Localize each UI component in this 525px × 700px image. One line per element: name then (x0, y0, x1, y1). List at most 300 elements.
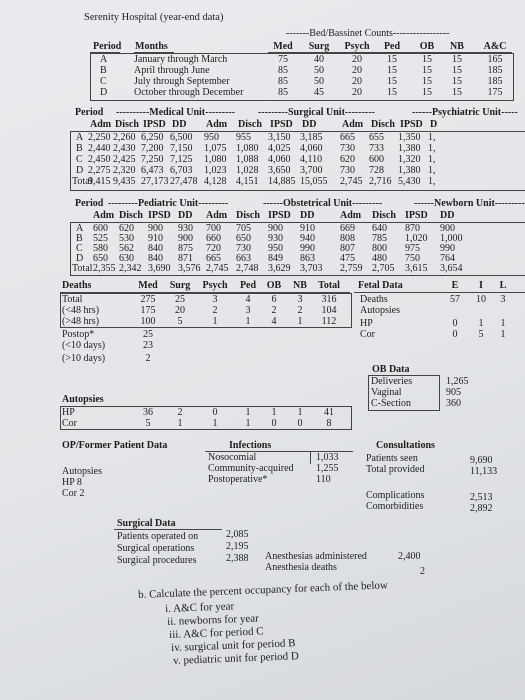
autopsy-value: 0 (271, 418, 277, 429)
unit2-value: 930 (268, 233, 283, 244)
bed-value: 15 (452, 76, 462, 87)
anesthesia-value: 2 (420, 566, 425, 577)
surgical-data-header: Surgical Data (117, 518, 176, 529)
unit1-value: 27,173 (141, 176, 169, 187)
unit1-subcol: Disch (115, 119, 139, 130)
unit2-value: 3,703 (300, 263, 323, 274)
bed-value: 85 (278, 87, 288, 98)
death-value: 4 (271, 316, 277, 327)
unit2-period: A (76, 223, 84, 234)
psychiatric-unit-header: ------Psychiatric Unit----- (412, 107, 518, 118)
death-value: 100 (140, 316, 156, 327)
unit1-value: 1,075 (204, 143, 227, 154)
question-item: v. pediatric unit for period D (172, 650, 300, 667)
question-item: iii. A&C for period C (168, 625, 264, 641)
deaths-col: Ped (239, 280, 257, 291)
death-value: 275 (140, 294, 156, 305)
death-row-label: (>10 days) (62, 353, 106, 364)
unit1-value: 955 (236, 132, 251, 143)
unit2-value: 1,000 (440, 233, 463, 244)
unit2-value: 620 (119, 223, 134, 234)
fetal-value: 1 (478, 318, 484, 329)
unit2-value: 3,615 (405, 263, 428, 274)
autopsy-value: 1 (212, 418, 218, 429)
unit1-value: 3,700 (300, 165, 323, 176)
infection-label: Nosocomial (208, 452, 257, 463)
unit2-value: 990 (300, 243, 315, 254)
unit2-value: 2,355 (93, 263, 116, 274)
unit1-period: C (76, 154, 83, 165)
unit2-subcol: Adm (93, 210, 115, 221)
autopsy-value: 1 (271, 407, 277, 418)
col-period: Period (93, 41, 122, 52)
bed-col: Psych (344, 41, 370, 52)
unit2-period: C (76, 243, 83, 254)
autopsy-value: 5 (145, 418, 151, 429)
unit1-subcol: D (430, 119, 438, 130)
death-value: 2 (271, 305, 277, 316)
fetal-value: 5 (478, 329, 484, 340)
ob-row-label: C-Section (371, 398, 411, 409)
unit2-value: 910 (148, 233, 163, 244)
unit2-value: 700 (206, 223, 221, 234)
fetal-value: 1 (500, 329, 506, 340)
unit1-value: 733 (369, 143, 384, 154)
unit2-value: 730 (236, 243, 251, 254)
unit1-value: 14,885 (268, 176, 296, 187)
bed-value: 20 (352, 76, 362, 87)
unit2-value: 3,690 (148, 263, 171, 274)
unit2-subcol: IPSD (148, 210, 171, 221)
unit2-value: 940 (300, 233, 315, 244)
death-row-label: (<10 days) (62, 340, 106, 351)
death-value: 1 (297, 316, 303, 327)
unit2-value: 849 (268, 253, 283, 264)
unit1-value: 665 (340, 132, 355, 143)
autopsy-value: 1 (177, 418, 183, 429)
unit1-value: 1, (428, 154, 436, 165)
death-value: 3 (212, 294, 218, 305)
death-value: 25 (143, 329, 153, 340)
unit1-subcol: DD (302, 119, 317, 130)
unit1-value: 600 (369, 154, 384, 165)
unit1-period: A (76, 132, 84, 143)
ob-data-header: OB Data (372, 364, 410, 375)
fetal-row-label: Autopsies (360, 305, 400, 316)
unit1-value: 1,088 (236, 154, 259, 165)
death-value: 2 (212, 305, 218, 316)
infection-value: 1,255 (316, 463, 339, 474)
unit1-value: 27,478 (170, 176, 198, 187)
bed-value: 15 (422, 54, 432, 65)
fetal-col-i: I (479, 280, 483, 291)
consultation-label: Patients seen (366, 453, 418, 464)
fetal-value: 0 (452, 329, 458, 340)
deaths-label: Deaths (62, 280, 92, 291)
bed-value: 50 (314, 76, 324, 87)
unit2-value: 950 (268, 243, 283, 254)
death-value: 2 (297, 305, 303, 316)
obstetrical-unit-header: ------Obstetrical Unit--------- (263, 198, 383, 209)
autopsy-row-label: HP (62, 407, 75, 418)
question-item: iv. surgical unit for period B (170, 637, 296, 654)
unit1-value: 2,425 (113, 154, 136, 165)
unit2-value: 975 (405, 243, 420, 254)
unit2-value: 663 (236, 253, 251, 264)
unit1-period: D (76, 165, 84, 176)
infection-label: Postoperative* (208, 474, 268, 485)
unit2-value: 808 (340, 233, 355, 244)
unit2-value: 660 (206, 233, 221, 244)
infection-value: 1,033 (316, 452, 339, 463)
anesthesia-label: Anesthesia deaths (265, 562, 337, 573)
unit2-value: 640 (372, 223, 387, 234)
death-value: 316 (321, 294, 337, 305)
bed-value: 15 (452, 54, 462, 65)
death-value: 175 (140, 305, 156, 316)
unit1-value: 6,473 (141, 165, 164, 176)
bed-value: 15 (422, 87, 432, 98)
unit2-value: 785 (372, 233, 387, 244)
unit1-value: 2,250 (88, 132, 111, 143)
unit1-value: 655 (369, 132, 384, 143)
unit2-value: 840 (148, 243, 163, 254)
unit1-subcol: IPSD (270, 119, 293, 130)
period-label: Period (75, 107, 104, 118)
consultations-header: Consultations (376, 440, 435, 451)
bed-col: OB (419, 41, 435, 52)
unit1-subcol: Adm (206, 119, 228, 130)
unit1-value: 1,380 (398, 165, 421, 176)
unit1-period: Total (72, 176, 93, 187)
ob-row-label: Vaginal (371, 387, 402, 398)
bed-months: April through June (134, 65, 210, 76)
bed-col: Med (273, 41, 293, 52)
consultation-value: 9,690 (470, 455, 493, 466)
unit1-value: 4,110 (300, 154, 323, 165)
unit2-value: 3,629 (268, 263, 291, 274)
unit2-value: 2,342 (119, 263, 142, 274)
unit1-value: 2,716 (369, 176, 392, 187)
autopsy-value: 1 (245, 418, 251, 429)
bed-value: 20 (352, 87, 362, 98)
unit2-value: 900 (268, 223, 283, 234)
surgical-value: 2,388 (226, 553, 249, 564)
unit2-value: 900 (178, 233, 193, 244)
surgical-label: Surgical operations (117, 543, 195, 554)
unit1-value: 2,440 (88, 143, 111, 154)
bed-months: July through September (134, 76, 230, 87)
medical-unit-header: ----------Medical Unit--------- (116, 107, 236, 118)
bed-period: C (100, 76, 107, 87)
fetal-col-l: L (499, 280, 507, 291)
bed-value: 15 (452, 87, 462, 98)
infection-label: Community-acquired (208, 463, 294, 474)
infections-header: Infections (229, 440, 272, 451)
unit2-subcol: Disch (372, 210, 396, 221)
unit2-subcol: IPSD (405, 210, 428, 221)
unit2-value: 580 (93, 243, 108, 254)
unit1-value: 7,250 (141, 154, 164, 165)
bed-value: 185 (487, 65, 503, 76)
bed-value: 15 (452, 65, 462, 76)
unit2-value: 800 (372, 243, 387, 254)
death-row-label: Total (62, 294, 83, 305)
unit1-value: 2,745 (340, 176, 363, 187)
fetal-value: 0 (452, 318, 458, 329)
surgical-label: Patients operated on (117, 531, 199, 542)
unit2-value: 2,759 (340, 263, 363, 274)
unit2-value: 650 (236, 233, 251, 244)
death-value: 1 (212, 316, 218, 327)
autopsy-value: 1 (297, 407, 303, 418)
bed-col: NB (450, 41, 464, 52)
bed-value: 20 (352, 54, 362, 65)
consultation-value: 11,133 (470, 466, 498, 477)
unit1-value: 4,060 (300, 143, 323, 154)
unit2-value: 2,748 (236, 263, 259, 274)
unit2-value: 600 (93, 223, 108, 234)
fetal-row-label: HP (360, 318, 373, 329)
unit1-value: 2,275 (88, 165, 111, 176)
deaths-col: Psych (202, 280, 228, 291)
unit1-subcol: Disch (238, 119, 262, 130)
unit1-value: 1, (428, 132, 436, 143)
bed-value: 75 (278, 54, 288, 65)
surgical-value: 2,195 (226, 541, 249, 552)
unit2-value: 2,745 (206, 263, 229, 274)
death-value: 3 (245, 305, 251, 316)
unit2-subcol: DD (300, 210, 315, 221)
autopsy-value: 41 (324, 407, 334, 418)
death-value: 2 (145, 353, 151, 364)
unit1-value: 620 (340, 154, 355, 165)
autopsy-value: 0 (212, 407, 218, 418)
unit2-value: 530 (119, 233, 134, 244)
fetal-data-header: Fetal Data (358, 280, 403, 291)
unit2-value: 870 (405, 223, 420, 234)
unit2-value: 871 (178, 253, 193, 264)
deaths-col: Surg (169, 280, 191, 291)
unit2-value: 720 (206, 243, 221, 254)
fetal-row-label: Cor (360, 329, 375, 340)
unit2-value: 1,020 (405, 233, 428, 244)
unit2-period: D (76, 253, 84, 264)
unit1-value: 1, (428, 176, 436, 187)
deaths-col: OB (266, 280, 282, 291)
question-prompt: b. Calculate the percent occupancy for each of the below (137, 579, 389, 601)
deaths-col: Total (318, 280, 340, 291)
unit2-value: 2,705 (372, 263, 395, 274)
surgical-value: 2,085 (226, 529, 249, 540)
unit2-subcol: DD (178, 210, 193, 221)
death-value: 25 (175, 294, 185, 305)
unit1-value: 9,415 (88, 176, 111, 187)
anesthesia-label: Anesthesias administered (265, 551, 367, 562)
unit1-subcol: Adm (90, 119, 112, 130)
unit2-value: 650 (93, 253, 108, 264)
bed-period: B (100, 65, 107, 76)
bed-value: 85 (278, 65, 288, 76)
consultation-label: Comorbidities (366, 501, 424, 512)
unit2-value: 480 (372, 253, 387, 264)
unit1-subcol: DD (172, 119, 187, 130)
unit2-value: 3,576 (178, 263, 201, 274)
unit1-value: 1,380 (398, 143, 421, 154)
autopsy-value: 1 (245, 407, 251, 418)
bed-value: 40 (314, 54, 324, 65)
unit2-value: 900 (148, 223, 163, 234)
unit1-value: 2,320 (113, 165, 136, 176)
fetal-value: 1 (500, 318, 506, 329)
pediatric-unit-header: ---------Pediatric Unit--------- (108, 198, 229, 209)
unit2-value: 475 (340, 253, 355, 264)
unit2-subcol: IPSD (268, 210, 291, 221)
infection-value: 110 (316, 474, 331, 485)
unit1-value: 1, (428, 143, 436, 154)
unit2-value: 562 (119, 243, 134, 254)
unit2-value: 875 (178, 243, 193, 254)
unit1-value: 2,430 (113, 143, 136, 154)
unit2-period: B (76, 233, 83, 244)
unit1-value: 9,435 (113, 176, 136, 187)
consultation-label: Total provided (366, 464, 425, 475)
unit1-subcol: IPSD (400, 119, 423, 130)
unit2-value: 910 (300, 223, 315, 234)
unit1-value: 5,430 (398, 176, 421, 187)
unit1-subcol: IPSD (143, 119, 166, 130)
death-value: 112 (321, 316, 337, 327)
unit1-value: 728 (369, 165, 384, 176)
unit2-value: 3,654 (440, 263, 463, 274)
unit2-value: 807 (340, 243, 355, 254)
unit1-value: 1,023 (204, 165, 227, 176)
surgical-label: Surgical procedures (117, 555, 197, 566)
unit2-period: Total (72, 263, 93, 274)
death-value: 1 (245, 316, 251, 327)
unit2-value: 900 (440, 223, 455, 234)
death-value: 3 (297, 294, 303, 305)
unit2-value: 840 (148, 253, 163, 264)
unit1-value: 1,320 (398, 154, 421, 165)
unit1-value: 4,060 (268, 154, 291, 165)
unit2-value: 705 (236, 223, 251, 234)
unit1-value: 4,128 (204, 176, 227, 187)
bed-counts-header: -------Bed/Bassinet Counts----------------- (286, 28, 450, 39)
bed-value: 15 (387, 76, 397, 87)
op-hp: HP 8 (62, 477, 82, 488)
consultation-label: Complications (366, 490, 425, 501)
unit2-subcol: Disch (236, 210, 260, 221)
unit2-value: 750 (405, 253, 420, 264)
bed-value: 165 (487, 54, 503, 65)
bed-period: A (100, 54, 108, 65)
bed-value: 15 (387, 65, 397, 76)
death-row-label: (<48 hrs) (62, 305, 100, 316)
unit1-value: 3,185 (300, 132, 323, 143)
unit1-value: 1,350 (398, 132, 421, 143)
unit2-value: 630 (119, 253, 134, 264)
unit2-subcol: Adm (206, 210, 228, 221)
document-title: Serenity Hospital (year-end data) (84, 12, 224, 23)
bed-value: 15 (387, 87, 397, 98)
unit1-value: 7,125 (170, 154, 193, 165)
autopsy-value: 0 (297, 418, 303, 429)
bed-value: 45 (314, 87, 324, 98)
unit1-value: 1,080 (236, 143, 259, 154)
autopsy-value: 8 (326, 418, 332, 429)
unit2-value: 665 (206, 253, 221, 264)
deaths-col: NB (293, 280, 307, 291)
bed-value: 15 (422, 65, 432, 76)
ob-row-value: 360 (446, 398, 461, 409)
unit2-value: 930 (178, 223, 193, 234)
unit1-value: 6,250 (141, 132, 164, 143)
bed-months: January through March (134, 54, 228, 65)
autopsy-value: 2 (177, 407, 183, 418)
fetal-value: 10 (476, 294, 486, 305)
unit1-value: 4,025 (268, 143, 291, 154)
surgical-unit-header: ---------Surgical Unit--------- (258, 107, 375, 118)
col-months: Months (135, 41, 168, 52)
unit2-subcol: Disch (119, 210, 143, 221)
bed-months: October through December (134, 87, 244, 98)
autopsy-row-label: Cor (62, 418, 77, 429)
unit1-value: 6,703 (170, 165, 193, 176)
op-cor: Cor 2 (62, 488, 85, 499)
consultation-value: 2,892 (470, 503, 493, 514)
period-label-2: Period (75, 198, 104, 209)
unit1-subcol: Adm (342, 119, 364, 130)
anesthesia-value: 2,400 (398, 551, 421, 562)
death-value: 5 (177, 316, 183, 327)
unit1-value: 6,500 (170, 132, 193, 143)
unit1-value: 2,260 (113, 132, 136, 143)
op-former-header: OP/Former Patient Data (62, 440, 168, 451)
unit2-subcol: DD (440, 210, 455, 221)
death-value: 23 (143, 340, 153, 351)
death-row-label: (>48 hrs) (62, 316, 100, 327)
deaths-col: Med (138, 280, 158, 291)
unit1-value: 1,080 (204, 154, 227, 165)
newborn-unit-header: ------Newborn Unit--------- (414, 198, 525, 209)
autopsy-value: 36 (143, 407, 153, 418)
ob-row-value: 905 (446, 387, 461, 398)
ob-row-value: 1,265 (446, 376, 469, 387)
bed-col: Ped (383, 41, 401, 52)
op-autopsies: Autopsies (62, 466, 102, 477)
bed-value: 185 (487, 76, 503, 87)
fetal-col-e: E (451, 280, 459, 291)
unit2-subcol: Adm (340, 210, 362, 221)
unit1-value: 4,151 (236, 176, 259, 187)
unit1-value: 950 (204, 132, 219, 143)
unit1-value: 3,150 (268, 132, 291, 143)
bed-value: 15 (422, 76, 432, 87)
unit1-value: 7,150 (170, 143, 193, 154)
unit1-subcol: Disch (371, 119, 395, 130)
death-row-label: Postop* (62, 329, 95, 340)
unit1-period: B (76, 143, 83, 154)
death-value: 6 (271, 294, 277, 305)
unit2-value: 764 (440, 253, 455, 264)
death-value: 20 (175, 305, 185, 316)
bed-value: 50 (314, 65, 324, 76)
unit2-value: 863 (300, 253, 315, 264)
unit1-value: 1,028 (236, 165, 259, 176)
unit2-value: 525 (93, 233, 108, 244)
unit1-value: 730 (340, 165, 355, 176)
